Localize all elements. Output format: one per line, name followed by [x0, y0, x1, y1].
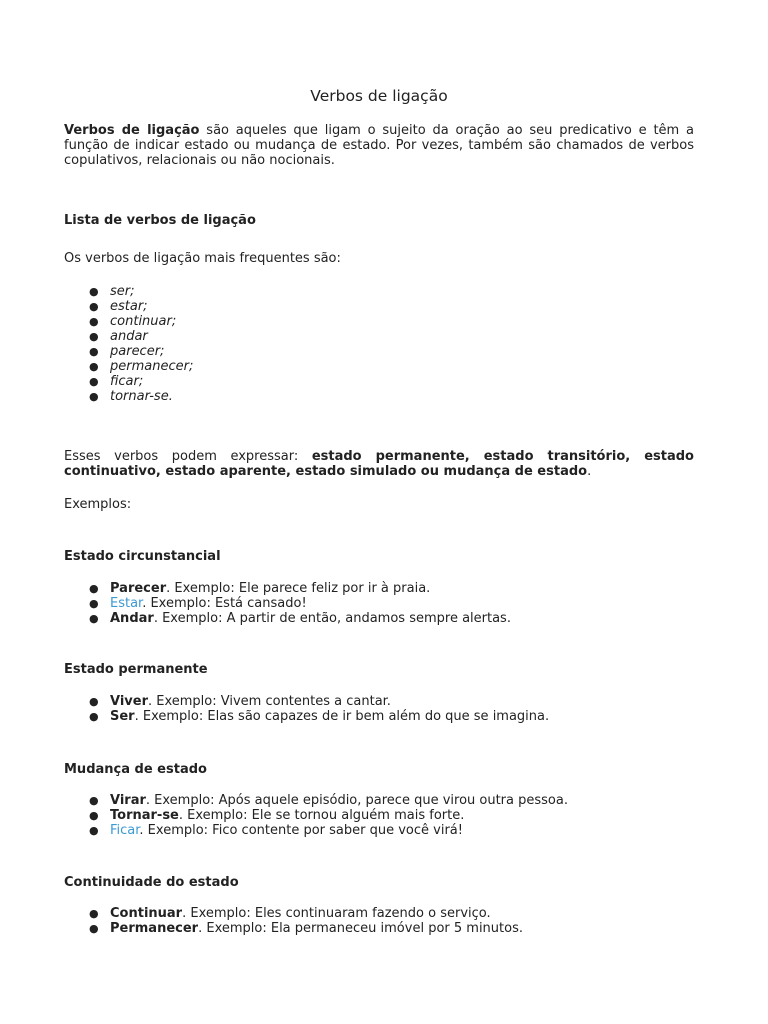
list-item — [64, 921, 694, 936]
bullet-icon: ● — [89, 390, 99, 403]
list-item — [64, 329, 694, 344]
intro-bold-lead: Verbos de ligação — [64, 123, 200, 138]
verb-name: estar; — [110, 299, 148, 314]
list-item — [64, 314, 694, 329]
section-heading-mudanca: Mudança de estado — [64, 762, 207, 777]
example-verb: Viver — [110, 694, 148, 709]
list-item — [64, 359, 694, 374]
section-heading-continuidade: Continuidade do estado — [64, 875, 239, 890]
express-text: Esses verbos podem expressar: — [64, 449, 312, 464]
example-text: . Exemplo: A partir de então, andamos sempre alertas. — [153, 611, 511, 626]
verbs-list — [64, 284, 694, 404]
bullet-icon: ● — [89, 330, 99, 343]
bullet-icon: ● — [89, 809, 99, 822]
list-item — [64, 793, 694, 808]
bullet-icon: ● — [89, 695, 99, 708]
example-verb-link[interactable]: Ficar — [110, 823, 140, 838]
list-heading: Lista de verbos de ligação — [64, 213, 256, 228]
list-item — [64, 389, 694, 404]
bullet-icon: ● — [89, 315, 99, 328]
example-text: . Exemplo: Fico contente por saber que você virá! — [139, 823, 463, 838]
bullet-icon: ● — [89, 824, 99, 837]
verb-name: ficar; — [110, 374, 144, 389]
list-item — [64, 611, 694, 626]
example-text: . Exemplo: Ela permaneceu imóvel por 5 minutos. — [198, 921, 523, 936]
list-item — [64, 581, 694, 596]
bullet-icon: ● — [89, 794, 99, 807]
verb-name: andar — [110, 329, 148, 344]
list-item — [64, 709, 694, 724]
list-item — [64, 823, 694, 838]
list-item — [64, 906, 694, 921]
page-title: Verbos de ligação — [310, 87, 448, 105]
bullet-icon: ● — [89, 710, 99, 723]
example-verb: Tornar-se — [110, 808, 179, 823]
bullet-icon: ● — [89, 345, 99, 358]
verb-name: permanecer; — [110, 359, 194, 374]
list-item — [64, 344, 694, 359]
example-verb: Permanecer — [110, 921, 199, 936]
bullet-icon: ● — [89, 597, 99, 610]
bullet-icon: ● — [89, 375, 99, 388]
intro-paragraph — [64, 123, 694, 168]
section-heading-permanente: Estado permanente — [64, 662, 208, 677]
express-end: . — [587, 464, 592, 479]
bullet-icon: ● — [89, 612, 99, 625]
example-verb: Continuar — [110, 906, 183, 921]
bullet-icon: ● — [89, 285, 99, 298]
express-paragraph — [64, 449, 694, 479]
example-verb: Virar — [110, 793, 146, 808]
example-text: . Exemplo: Ele se tornou alguém mais forte. — [178, 808, 465, 823]
example-text: . Exemplo: Vivem contentes a cantar. — [148, 694, 391, 709]
verb-name: ser; — [110, 284, 135, 299]
verb-name: parecer; — [110, 344, 165, 359]
example-text: . Exemplo: Elas são capazes de ir bem além do que se imagina. — [134, 709, 550, 724]
intro-text: são aqueles que ligam o sujeito da oração ao seu predicativo e têm a função de indicar estado ou mudança de estado. Por vezes, também são chamados de verbos copulativos, relacionais ou não nocionais. — [64, 123, 694, 168]
list-item — [64, 808, 694, 823]
section-list-circunstancial — [64, 581, 694, 626]
verb-name: tornar-se. — [110, 389, 173, 404]
list-item — [64, 374, 694, 389]
bullet-icon: ● — [89, 907, 99, 920]
example-text: . Exemplo: Ele parece feliz por ir à praia. — [166, 581, 431, 596]
list-item — [64, 596, 694, 611]
example-verb: Andar — [110, 611, 154, 626]
example-verb: Parecer — [110, 581, 167, 596]
section-heading-circunstancial: Estado circunstancial — [64, 549, 221, 564]
list-item — [64, 284, 694, 299]
frequent-text: Os verbos de ligação mais frequentes são: — [64, 251, 341, 266]
example-text: . Exemplo: Eles continuaram fazendo o serviço. — [182, 906, 491, 921]
list-item — [64, 299, 694, 314]
express-bold: estado permanente, estado transitório, estado continuativo, estado aparente, estado simulado ou mudança de estado — [64, 449, 694, 479]
example-text: . Exemplo: Está cansado! — [142, 596, 307, 611]
bullet-icon: ● — [89, 922, 99, 935]
example-verb: Ser — [110, 709, 135, 724]
verb-name: continuar; — [110, 314, 177, 329]
example-text: . Exemplo: Após aquele episódio, parece que virou outra pessoa. — [145, 793, 568, 808]
bullet-icon: ● — [89, 360, 99, 373]
bullet-icon: ● — [89, 582, 99, 595]
section-list-permanente — [64, 694, 694, 724]
section-list-continuidade — [64, 906, 694, 936]
section-list-mudanca — [64, 793, 694, 838]
example-verb-link[interactable]: Estar — [110, 596, 143, 611]
list-item — [64, 694, 694, 709]
bullet-icon: ● — [89, 300, 99, 313]
examples-label: Exemplos: — [64, 497, 132, 512]
